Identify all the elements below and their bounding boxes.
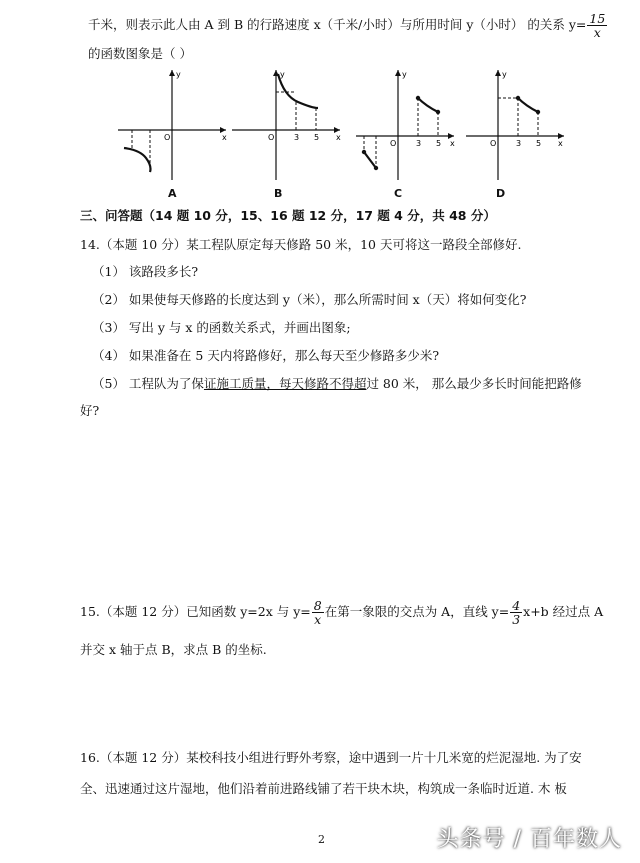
q16-line-2: 全、迅速通过这片湿地，他们沿着前进路线铺了若干块木块，构筑成一条临时近道. 木 板 bbox=[80, 781, 567, 796]
q14-part-1: （1） 该路段多长? bbox=[92, 264, 199, 279]
svg-text:3: 3 bbox=[516, 139, 522, 148]
q16-line-1: 16.（本题 12 分）某校科技小组进行野外考察，途中遇到一片十几米宽的烂泥湿地. 为了安 bbox=[80, 750, 582, 765]
svg-text:y: y bbox=[280, 70, 285, 79]
svg-text:x: x bbox=[336, 133, 341, 142]
watermark: 头条号 / 百年数人 bbox=[436, 827, 622, 852]
section-heading: 三、问答题（14 题 10 分，15、16 题 12 分，17 题 4 分，共 48 分） bbox=[80, 208, 496, 223]
svg-text:x: x bbox=[558, 139, 563, 148]
fraction-15-over-x: $\frac{15}{x}$ bbox=[589, 10, 606, 40]
graph-b-label: B bbox=[274, 187, 283, 200]
graph-a-label: A bbox=[168, 187, 177, 200]
svg-text:y: y bbox=[176, 70, 181, 79]
q14-part-3: （3） 写出 y 与 x 的函数关系式，并画出图象; bbox=[92, 320, 351, 335]
page-number: 2 bbox=[318, 833, 325, 846]
svg-text:y: y bbox=[402, 70, 407, 79]
graph-d bbox=[466, 68, 566, 180]
svg-text:3: 3 bbox=[294, 133, 300, 142]
svg-text:x: x bbox=[222, 133, 227, 142]
svg-text:3: 3 bbox=[416, 139, 422, 148]
graph-c-label: C bbox=[394, 187, 403, 200]
q14-stem: 14.（本题 10 分）某工程队原定每天修路 50 米，10 天可将这一路段全部修好. bbox=[80, 237, 522, 252]
q14-part-4: （4） 如果准备在 5 天内将路修好，那么每天至少修路多少米? bbox=[92, 348, 440, 363]
q15-line-1: 15.（本题 12 分）已知函数 y=2x 与 y= $\frac{8}{x}$ 在第一象限的交点为 A，直线 y= $\frac{4}{3}$ x+b 经过点 A bbox=[80, 597, 604, 627]
graph-a bbox=[118, 68, 228, 180]
graph-d-label: D bbox=[496, 187, 506, 200]
svg-text:5: 5 bbox=[436, 139, 442, 148]
q14-part-5: （5） 工程队为了保证施工质量，每天修路不得超过 80 米， 那么最少多长时间能把路修 bbox=[92, 376, 582, 391]
svg-text:y: y bbox=[502, 70, 507, 79]
origin-label: O bbox=[164, 133, 171, 142]
graph-c bbox=[356, 68, 456, 180]
svg-text:O: O bbox=[490, 139, 497, 148]
svg-text:O: O bbox=[390, 139, 397, 148]
svg-text:5: 5 bbox=[314, 133, 320, 142]
top-line: 千米，则表示此人由 A 到 B 的行路速度 x（千米/小时）与所用时间 y（小时） 的关系 y= $\frac{15}{x}$ bbox=[88, 10, 606, 40]
fraction-8-over-x: $\frac{8}{x}$ bbox=[313, 597, 322, 627]
svg-text:x: x bbox=[450, 139, 455, 148]
q14-part-5-cont: 好? bbox=[80, 403, 100, 418]
fraction-4-over-3: $\frac{4}{3}$ bbox=[512, 597, 521, 627]
graph-b bbox=[232, 68, 342, 180]
svg-text:5: 5 bbox=[536, 139, 542, 148]
q14-part-2: （2） 如果使每天修路的长度达到 y（米），那么所需时间 x（天）将如何变化? bbox=[92, 292, 527, 307]
svg-text:O: O bbox=[268, 133, 275, 142]
top-line-2: 的函数图象是（ ） bbox=[88, 46, 192, 61]
q15-line-2: 并交 x 轴于点 B，求点 B 的坐标. bbox=[80, 642, 267, 657]
